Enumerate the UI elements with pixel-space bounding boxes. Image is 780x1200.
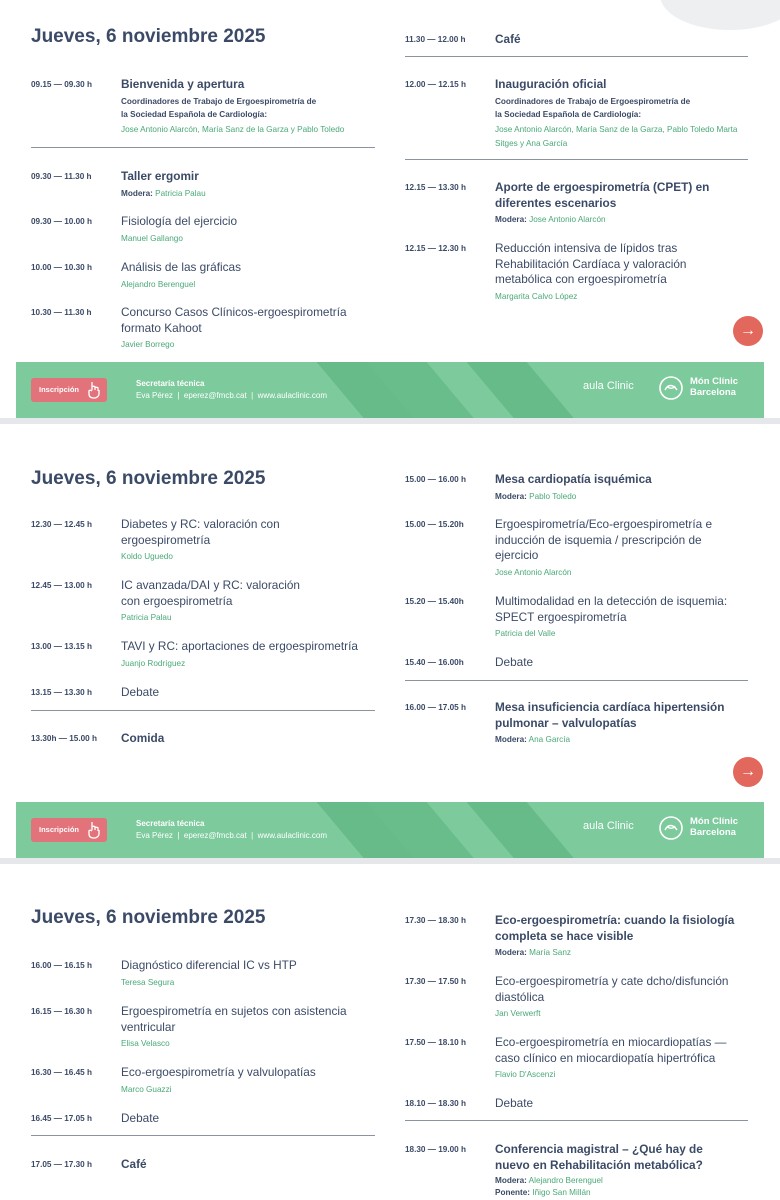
- item-title: Debate: [121, 1111, 160, 1125]
- agenda-page-3: [0, 864, 780, 1200]
- item-person: Flavio D'Ascenzi: [495, 1070, 556, 1079]
- item-person: Patricia Palau: [121, 613, 172, 622]
- secretariat-info: Eva Pérez | eperez@fmcb.cat | www.aulaclinic.com: [136, 391, 328, 400]
- secretariat-email[interactable]: eperez@fmcb.cat: [183, 831, 247, 840]
- item-time: 13.15 — 13.30 h: [31, 688, 92, 697]
- item-time: 18.10 — 18.30 h: [405, 1099, 466, 1108]
- item-time: 16.15 — 16.30 h: [31, 1007, 92, 1016]
- item-person: Iñigo San Millán: [532, 1188, 591, 1197]
- item-title: Aporte de ergoespirometría (CPET) en diferentes escenarios: [495, 180, 710, 210]
- item-subtitle: Coordinadores de Trabajo de Ergoespirometría de la Sociedad Española de Cardiología:: [495, 96, 691, 119]
- secretariat-web[interactable]: www.aulaclinic.com: [257, 391, 328, 400]
- item-time: 12.45 — 13.00 h: [31, 581, 92, 590]
- item-person: Ana García: [528, 735, 571, 744]
- item-person: Javier Borrego: [121, 340, 175, 349]
- item-title: Eco-ergoespirometría y valvulopatías: [121, 1065, 316, 1079]
- item-time: 10.30 — 11.30 h: [31, 308, 92, 317]
- item-person: Jose Antonio Alarcón: [495, 567, 572, 577]
- inscription-label: Inscripción: [39, 385, 80, 394]
- item-person: Jose Antonio Alarcón: [529, 215, 606, 224]
- item-title: TAVI y RC: aportaciones de ergoespirometría: [121, 639, 358, 653]
- banner-stripe: [458, 802, 594, 858]
- divider: [405, 680, 748, 681]
- item-time: 17.05 — 17.30 h: [31, 1160, 92, 1169]
- item-time: 16.00 — 17.05 h: [405, 703, 466, 712]
- item-time: 13.30h — 15.00 h: [31, 734, 97, 743]
- footer-banner: [16, 802, 764, 858]
- moderator-label: Modera:: [495, 735, 527, 744]
- item-time: 17.50 — 18.10 h: [405, 1038, 466, 1047]
- hand-pointer-icon: [87, 381, 101, 399]
- item-person: Pablo Toledo: [529, 491, 577, 501]
- secretariat-name: Eva Pérez: [136, 391, 173, 400]
- item-person: Elisa Velasco: [121, 1039, 170, 1048]
- item-time: 11.30 — 12.00 h: [405, 35, 466, 44]
- mon-clinic-logo-icon: [658, 815, 684, 841]
- hand-pointer-icon: [87, 821, 101, 839]
- left-column: [31, 424, 375, 804]
- item-person: Patricia del Valle: [495, 629, 556, 638]
- item-time: 09.30 — 11.30 h: [31, 172, 92, 181]
- secretariat-title: Secretaría técnica: [136, 819, 205, 828]
- secretariat-web[interactable]: www.aulaclinic.com: [257, 831, 328, 840]
- item-person: Marco Guazzi: [121, 1084, 172, 1094]
- item-title: Mesa cardiopatía isquémica: [495, 472, 652, 486]
- item-title: Diabetes y RC: valoración con ergoespirometría: [121, 517, 280, 547]
- inscription-button[interactable]: [31, 378, 107, 402]
- moderator-label: Modera:: [495, 1176, 527, 1185]
- moderator-label: Modera:: [495, 491, 527, 501]
- next-page-button[interactable]: →: [733, 757, 763, 787]
- item-time: 15.00 — 16.00 h: [405, 475, 466, 484]
- item-time: 12.15 — 12.30 h: [405, 244, 466, 253]
- right-column: [405, 424, 748, 804]
- item-title: IC avanzada/DAI y RC: valoración con ergoespirometría: [121, 578, 300, 608]
- item-title: Debate: [495, 655, 534, 669]
- item-person: Jose Antonio Alarcón, María Sanz de la Garza y Pablo Toledo: [121, 124, 345, 134]
- mon-line1: Món Clínic: [690, 376, 739, 387]
- item-title: Concurso Casos Clínicos-ergoespirometría formato Kahoot: [121, 305, 347, 335]
- item-person: Teresa Segura: [121, 977, 175, 987]
- item-person: Alejandro Berenguel: [528, 1176, 603, 1185]
- item-time: 16.45 — 17.05 h: [31, 1114, 92, 1123]
- divider: [31, 710, 375, 711]
- item-time: 15.00 — 15.20h: [405, 520, 464, 529]
- item-time: 09.30 — 10.00 h: [31, 217, 92, 226]
- divider: [31, 147, 375, 148]
- mon-clinic-logo-text: [690, 816, 738, 838]
- inscription-label: Inscripción: [39, 825, 80, 834]
- agenda-page-2: [0, 424, 780, 858]
- item-time: 12.15 — 13.30 h: [405, 183, 466, 192]
- item-time: 16.30 — 16.45 h: [31, 1068, 92, 1077]
- secretariat-name: Eva Pérez: [136, 831, 173, 840]
- item-title: Ergoespirometría/Eco-ergoespirometría e inducción de isquemia / prescripción de ejercicio: [495, 517, 713, 562]
- item-title: Café: [495, 32, 521, 46]
- item-time: 13.00 — 13.15 h: [31, 642, 92, 651]
- secretariat-email[interactable]: eperez@fmcb.cat: [183, 391, 247, 400]
- item-time: 15.40 — 16.00h: [405, 658, 464, 667]
- item-title: Conferencia magistral – ¿Qué hay de nuevo en Rehabilitación metabólica?: [495, 1142, 703, 1172]
- next-page-button[interactable]: →: [733, 316, 763, 346]
- item-person: Juanjo Rodríguez: [121, 658, 186, 668]
- item-title: Taller ergomir: [121, 169, 199, 183]
- item-time: 16.00 — 16.15 h: [31, 961, 92, 970]
- item-time: 18.30 — 19.00 h: [405, 1145, 466, 1154]
- divider: [405, 159, 748, 160]
- right-column: [405, 864, 748, 1200]
- divider: [405, 1120, 748, 1121]
- footer-banner: [16, 362, 764, 418]
- left-column: [31, 864, 375, 1200]
- moderator-label: Modera:: [495, 948, 527, 957]
- item-title: Reducción intensiva de lípidos tras Rehabilitación Cardíaca y valoración metabólica con ergoespirometría: [495, 241, 687, 286]
- mon-line1: Món Clínic: [690, 816, 739, 827]
- item-title: Debate: [495, 1096, 534, 1110]
- page-title: Jueves, 6 noviembre 2025: [31, 907, 266, 928]
- item-title: Bienvenida y apertura: [121, 77, 245, 91]
- mon-clinic-logo-icon: [658, 375, 684, 401]
- item-title: Eco-ergoespirometría: cuando la fisiología completa se hace visible: [495, 913, 735, 943]
- item-subtitle: Coordinadores de Trabajo de Ergoespirometría de la Sociedad Española de Cardiología:: [121, 96, 317, 119]
- item-time: 12.30 — 12.45 h: [31, 520, 92, 529]
- aula-clinic-logo: aula Clinic: [583, 820, 634, 832]
- item-person: Alejandro Berenguel: [121, 279, 196, 289]
- item-time: 17.30 — 17.50 h: [405, 977, 466, 986]
- page-title: Jueves, 6 noviembre 2025: [31, 468, 266, 489]
- item-person: María Sanz: [529, 948, 571, 957]
- mon-line2: Barcelona: [690, 827, 736, 838]
- left-column: [31, 0, 375, 360]
- item-title: Diagnóstico diferencial IC vs HTP: [121, 958, 297, 972]
- item-title: Eco-ergoespirometría en miocardiopatías — caso clínico en miocardiopatía hipertrófica: [495, 1035, 727, 1065]
- item-person: Jan Verwerft: [495, 1009, 541, 1018]
- item-time: 10.00 — 10.30 h: [31, 263, 92, 272]
- item-title: Café: [121, 1157, 147, 1171]
- right-column: [405, 0, 748, 360]
- item-title: Comida: [121, 731, 165, 745]
- item-person: Manuel Gallango: [121, 233, 183, 243]
- item-title: Mesa insuficiencia cardíaca hipertensión pulmonar – valvulopatías: [495, 700, 725, 730]
- banner-stripe: [458, 362, 594, 418]
- divider: [31, 1135, 375, 1136]
- mon-clinic-logo-text: [690, 376, 738, 398]
- item-time: 12.00 — 12.15 h: [405, 80, 466, 89]
- item-title: Debate: [121, 685, 160, 699]
- page-title: Jueves, 6 noviembre 2025: [31, 26, 266, 47]
- item-person: Koldo Uguedo: [121, 552, 173, 561]
- moderator-label: Modera:: [121, 188, 153, 198]
- divider: [405, 56, 748, 57]
- moderator-label: Modera:: [495, 215, 527, 224]
- item-time: 17.30 — 18.30 h: [405, 916, 466, 925]
- inscription-button[interactable]: [31, 818, 107, 842]
- secretariat-title: Secretaría técnica: [136, 379, 205, 388]
- item-title: Fisiología del ejercicio: [121, 214, 238, 228]
- item-title: Eco-ergoespirometría y cate dcho/disfunción diastólica: [495, 974, 729, 1004]
- item-person: Jose Antonio Alarcón, María Sanz de la Garza, Pablo Toledo Marta Sitges y Ana García: [495, 124, 738, 148]
- secretariat-info: Eva Pérez | eperez@fmcb.cat | www.aulaclinic.com: [136, 831, 328, 840]
- item-title: Inauguración oficial: [495, 77, 607, 91]
- aula-clinic-logo: aula Clinic: [583, 380, 634, 392]
- item-person: Patricia Palau: [155, 188, 206, 198]
- item-title: Multimodalidad en la detección de isquemia: SPECT ergoespirometría: [495, 594, 728, 624]
- item-title: Análisis de las gráficas: [121, 260, 241, 274]
- item-time: 15.20 — 15.40h: [405, 597, 464, 606]
- item-title: Ergoespirometría en sujetos con asistencia ventricular: [121, 1004, 347, 1034]
- mon-line2: Barcelona: [690, 387, 736, 398]
- agenda-page-1: [0, 0, 780, 418]
- item-person: Margarita Calvo López: [495, 291, 578, 301]
- item-time: 09.15 — 09.30 h: [31, 80, 92, 89]
- speaker-label: Ponente:: [495, 1188, 531, 1197]
